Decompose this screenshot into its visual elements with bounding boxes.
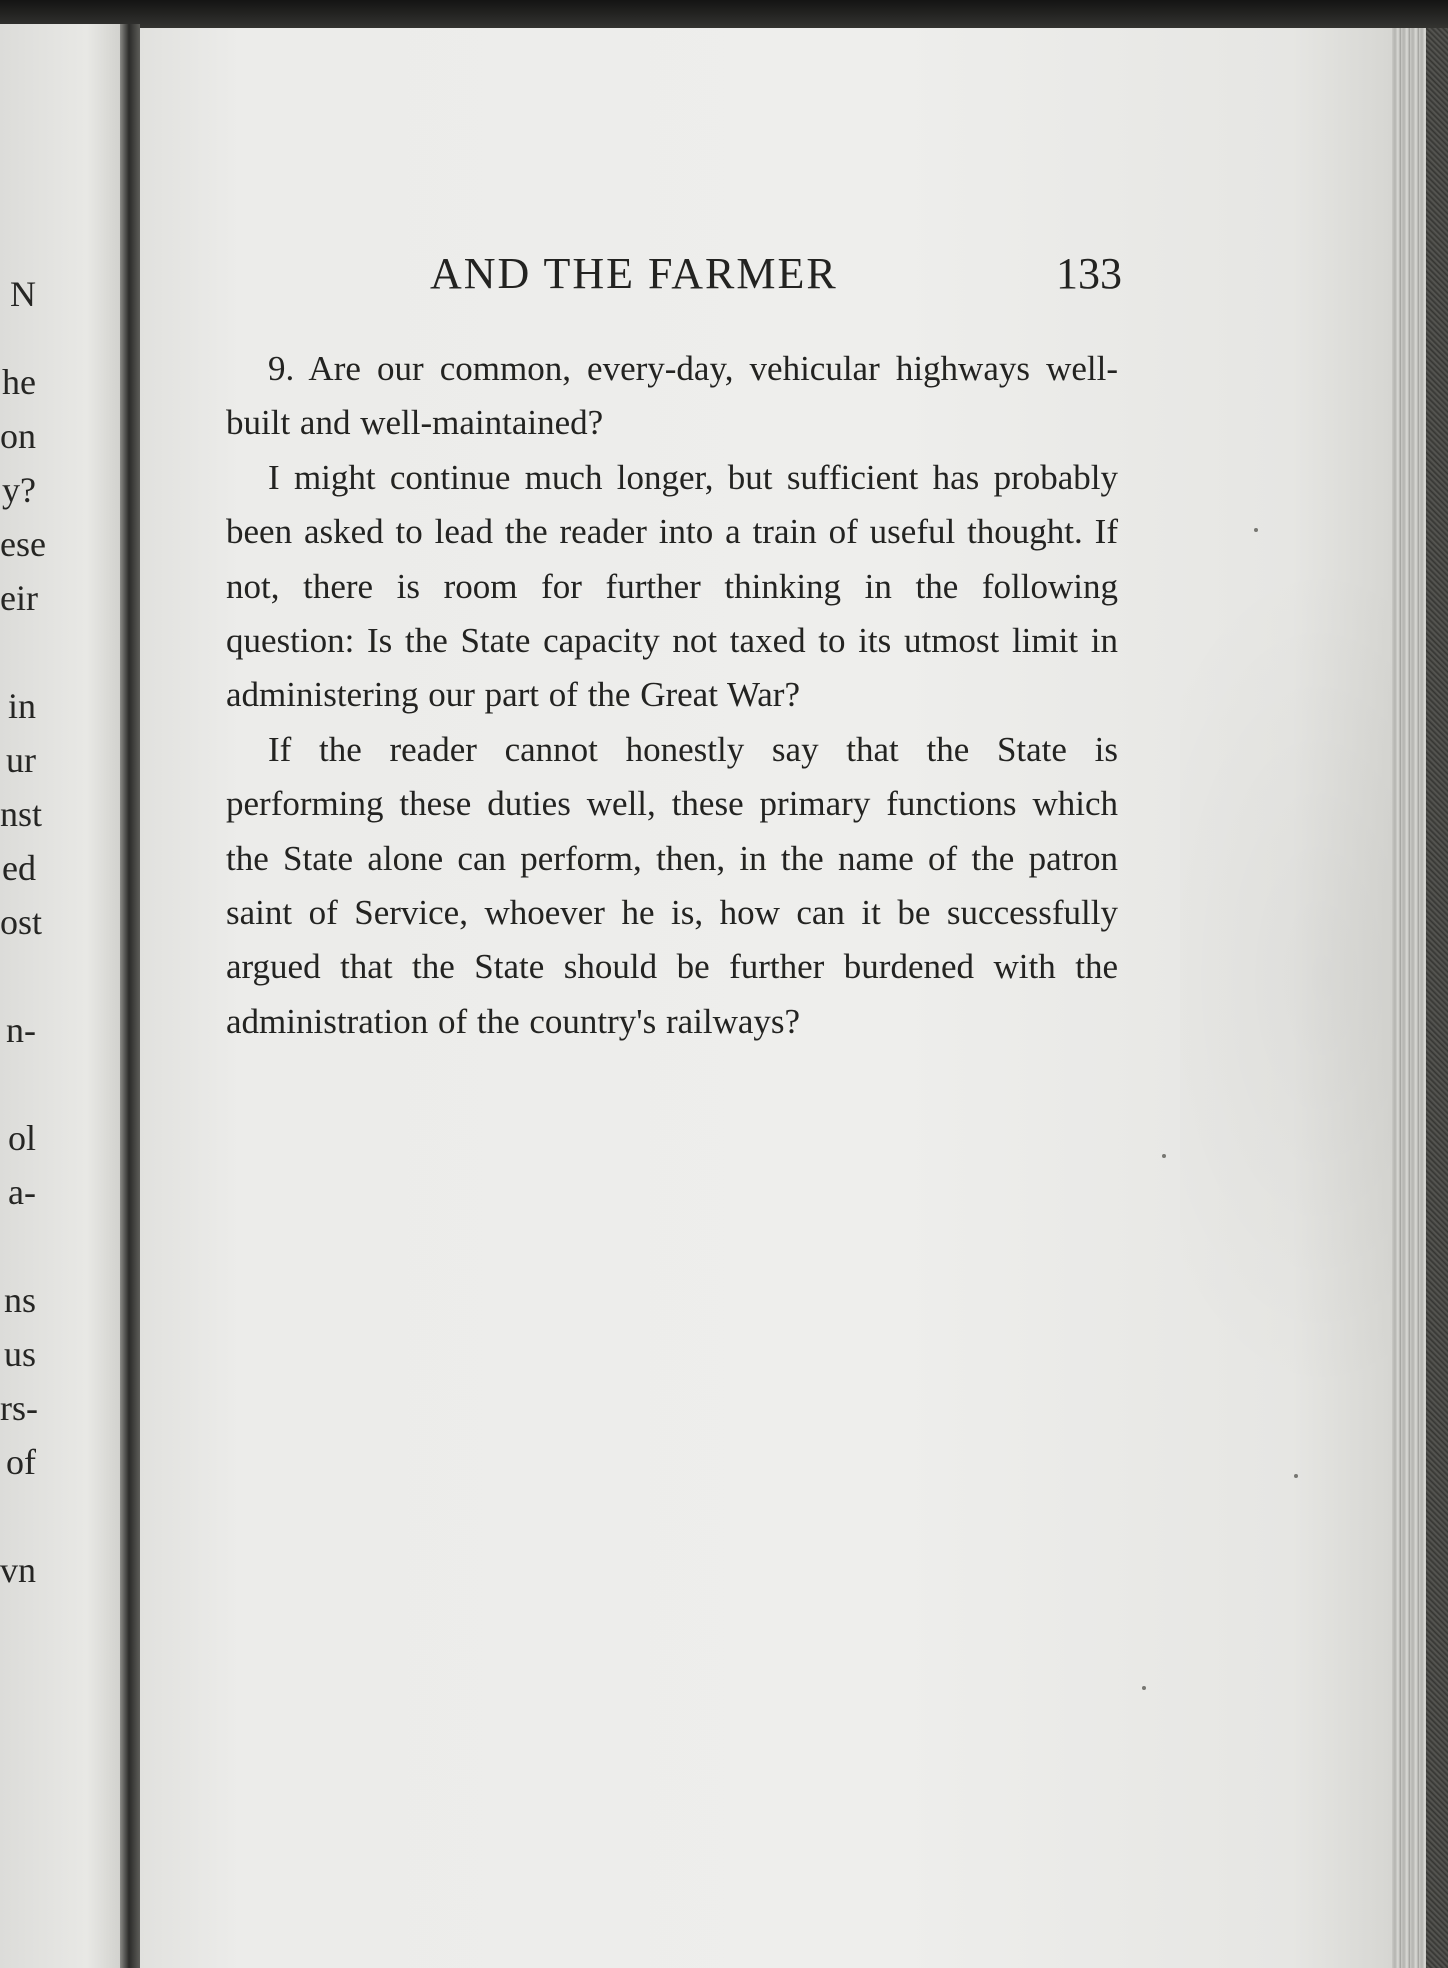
speck [1162, 1154, 1166, 1158]
fragment: on [0, 416, 36, 456]
speck [1294, 1474, 1298, 1478]
fragment: vn [0, 1550, 36, 1590]
speck [1254, 528, 1258, 532]
fragment: ed [2, 848, 36, 888]
fragment: N [10, 274, 36, 314]
page-number: 133 [1056, 249, 1122, 298]
fragment: y? [2, 470, 36, 510]
book-gutter [120, 24, 140, 1968]
fragment: n- [6, 1010, 36, 1050]
running-head [226, 248, 1122, 298]
facing-page-left [0, 24, 124, 1968]
show-through-shadow [1180, 548, 1392, 1408]
fragment: nst [0, 794, 43, 834]
fragment: he [2, 362, 36, 402]
speck [1142, 1686, 1146, 1690]
body-text [226, 342, 1118, 1049]
fragment: ur [6, 740, 36, 780]
fragment: eir [0, 578, 38, 618]
fragment: us [3, 1334, 36, 1374]
fragment: a- [8, 1172, 36, 1212]
fragment: ol [7, 1118, 36, 1158]
fragment: ns [3, 1280, 36, 1320]
facing-page-text-fragments [0, 24, 124, 1968]
paragraph-continuation: I might continue much longer, but sufficient has probably been asked to lead the reader into a train of useful thought. If not, there is room for further thinking in the following question: Is the State capacity not taxed to its utmost limit in administering our part of the Great War? [226, 457, 1118, 715]
paragraph-conclusion: If the reader cannot honestly say that the State is performing these duties well, these primary functions which the State alone can perform, then, in the name of the patron saint of Service, whoever he is, how can it be successfully argued that the State should be further burdened with the administration of the country's railways? [226, 729, 1118, 1041]
running-head-title: AND THE FARMER [430, 249, 838, 298]
fragment: of [6, 1442, 36, 1482]
fragment: ese [0, 524, 46, 564]
cover-cloth [1426, 28, 1448, 1968]
fragment: ost [0, 902, 43, 942]
fragment: rs- [0, 1388, 38, 1428]
paragraph-question-9: 9. Are our common, every-day, vehicular highways well-built and well-maintained? [226, 349, 1118, 443]
fragment: in [7, 686, 36, 726]
